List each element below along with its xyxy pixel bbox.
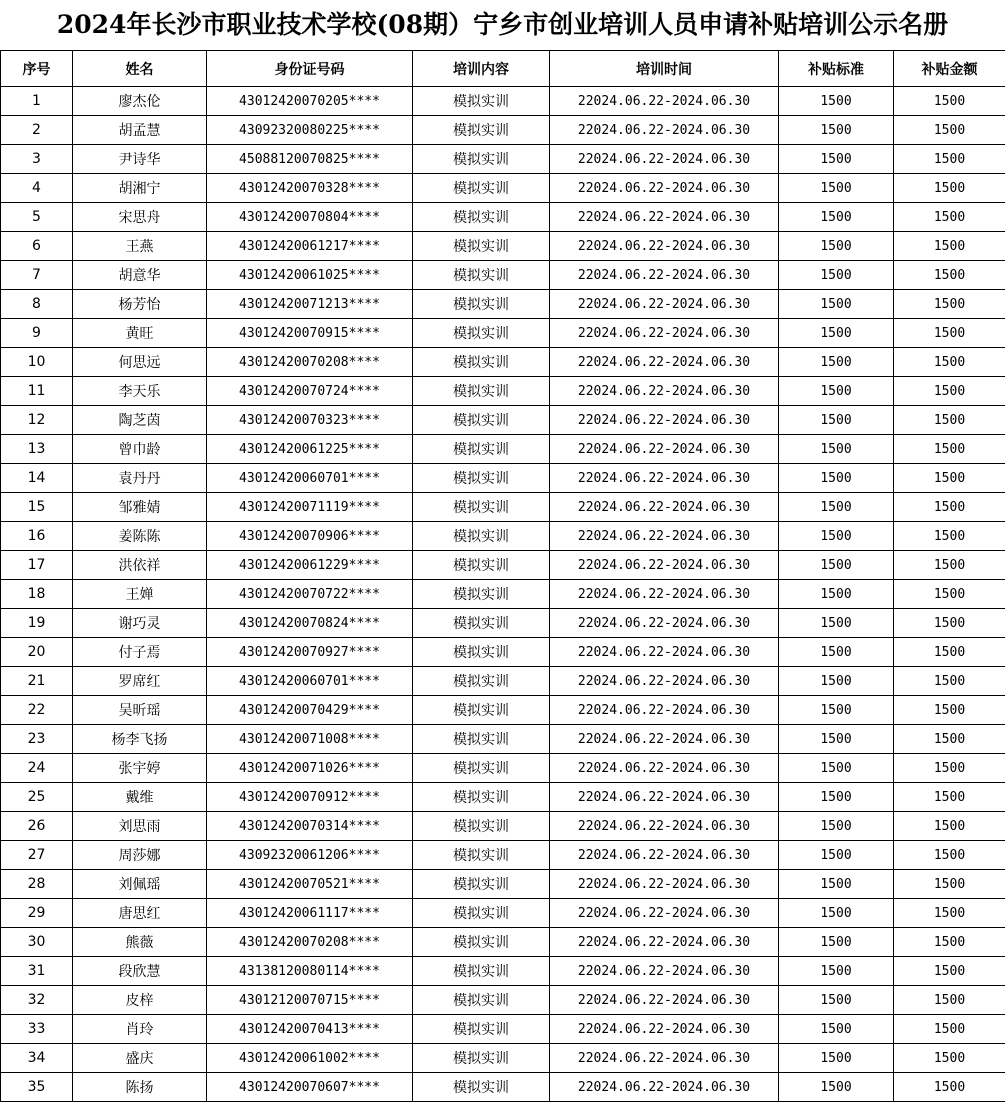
cell-subsidy-standard: 1500: [779, 754, 894, 783]
cell-id-number: 43012420071026****: [207, 754, 413, 783]
cell-training-time: 22024.06.22-2024.06.30: [550, 435, 779, 464]
cell-subsidy-standard: 1500: [779, 464, 894, 493]
cell-index: 31: [1, 957, 73, 986]
cell-id-number: 43012420060701****: [207, 464, 413, 493]
cell-index: 14: [1, 464, 73, 493]
cell-name: 周莎娜: [73, 841, 207, 870]
cell-subsidy-standard: 1500: [779, 319, 894, 348]
cell-training-time: 22024.06.22-2024.06.30: [550, 783, 779, 812]
cell-subsidy-standard: 1500: [779, 493, 894, 522]
cell-name: 陶芝茵: [73, 406, 207, 435]
cell-subsidy-standard: 1500: [779, 145, 894, 174]
cell-subsidy-standard: 1500: [779, 667, 894, 696]
cell-training-content: 模拟实训: [413, 464, 550, 493]
cell-subsidy-standard: 1500: [779, 899, 894, 928]
cell-index: 27: [1, 841, 73, 870]
table-row: [1, 406, 1005, 435]
cell-training-content: 模拟实训: [413, 174, 550, 203]
table-row: [1, 261, 1005, 290]
cell-training-content: 模拟实训: [413, 116, 550, 145]
cell-subsidy-amount: 1500: [894, 1015, 1005, 1044]
cell-name: 何思远: [73, 348, 207, 377]
cell-id-number: 43092320080225****: [207, 116, 413, 145]
cell-training-content: 模拟实训: [413, 261, 550, 290]
cell-subsidy-amount: 1500: [894, 986, 1005, 1015]
table-row: [1, 986, 1005, 1015]
cell-index: 15: [1, 493, 73, 522]
table-row: [1, 551, 1005, 580]
table-row: [1, 435, 1005, 464]
cell-index: 3: [1, 145, 73, 174]
cell-name: 廖杰伦: [73, 87, 207, 116]
cell-subsidy-amount: 1500: [894, 493, 1005, 522]
cell-index: 21: [1, 667, 73, 696]
cell-id-number: 43012420070323****: [207, 406, 413, 435]
cell-index: 29: [1, 899, 73, 928]
cell-training-content: 模拟实训: [413, 928, 550, 957]
table-row: [1, 116, 1005, 145]
cell-id-number: 43012420071008****: [207, 725, 413, 754]
table-row: [1, 696, 1005, 725]
cell-subsidy-amount: 1500: [894, 377, 1005, 406]
cell-training-content: 模拟实训: [413, 290, 550, 319]
cell-name: 刘思雨: [73, 812, 207, 841]
cell-subsidy-standard: 1500: [779, 812, 894, 841]
cell-training-content: 模拟实训: [413, 232, 550, 261]
table-row: [1, 783, 1005, 812]
cell-id-number: 43012420070314****: [207, 812, 413, 841]
cell-training-time: 22024.06.22-2024.06.30: [550, 812, 779, 841]
cell-subsidy-amount: 1500: [894, 464, 1005, 493]
cell-training-content: 模拟实训: [413, 522, 550, 551]
cell-subsidy-standard: 1500: [779, 261, 894, 290]
cell-subsidy-amount: 1500: [894, 174, 1005, 203]
cell-subsidy-standard: 1500: [779, 203, 894, 232]
table-row: [1, 1044, 1005, 1073]
cell-training-time: 22024.06.22-2024.06.30: [550, 203, 779, 232]
table-row: [1, 957, 1005, 986]
cell-subsidy-standard: 1500: [779, 1073, 894, 1102]
cell-subsidy-standard: 1500: [779, 232, 894, 261]
cell-training-time: 22024.06.22-2024.06.30: [550, 145, 779, 174]
cell-subsidy-standard: 1500: [779, 1044, 894, 1073]
cell-id-number: 43012420070912****: [207, 783, 413, 812]
cell-index: 20: [1, 638, 73, 667]
table-row: [1, 870, 1005, 899]
cell-training-time: 22024.06.22-2024.06.30: [550, 464, 779, 493]
cell-id-number: 43012420070824****: [207, 609, 413, 638]
cell-subsidy-amount: 1500: [894, 609, 1005, 638]
table-row: [1, 725, 1005, 754]
cell-subsidy-standard: 1500: [779, 290, 894, 319]
cell-training-time: 22024.06.22-2024.06.30: [550, 580, 779, 609]
cell-id-number: 43012420061025****: [207, 261, 413, 290]
cell-name: 黄旺: [73, 319, 207, 348]
cell-training-content: 模拟实训: [413, 986, 550, 1015]
cell-index: 19: [1, 609, 73, 638]
cell-subsidy-amount: 1500: [894, 870, 1005, 899]
cell-subsidy-standard: 1500: [779, 116, 894, 145]
cell-subsidy-standard: 1500: [779, 377, 894, 406]
cell-subsidy-amount: 1500: [894, 116, 1005, 145]
table-row: [1, 1073, 1005, 1102]
cell-index: 25: [1, 783, 73, 812]
cell-name: 刘佩瑶: [73, 870, 207, 899]
cell-name: 肖玲: [73, 1015, 207, 1044]
table-row: [1, 1015, 1005, 1044]
cell-training-time: 22024.06.22-2024.06.30: [550, 377, 779, 406]
header-training-content: 培训内容: [413, 51, 550, 87]
cell-training-time: 22024.06.22-2024.06.30: [550, 1073, 779, 1102]
cell-id-number: 43012420070607****: [207, 1073, 413, 1102]
cell-training-content: 模拟实训: [413, 377, 550, 406]
cell-training-content: 模拟实训: [413, 667, 550, 696]
cell-index: 2: [1, 116, 73, 145]
cell-training-content: 模拟实训: [413, 319, 550, 348]
cell-training-time: 22024.06.22-2024.06.30: [550, 87, 779, 116]
cell-training-content: 模拟实训: [413, 812, 550, 841]
cell-name: 段欣慧: [73, 957, 207, 986]
cell-subsidy-amount: 1500: [894, 551, 1005, 580]
cell-id-number: 43012420070804****: [207, 203, 413, 232]
cell-subsidy-standard: 1500: [779, 1015, 894, 1044]
cell-training-time: 22024.06.22-2024.06.30: [550, 406, 779, 435]
cell-id-number: 43012420070915****: [207, 319, 413, 348]
cell-training-time: 22024.06.22-2024.06.30: [550, 667, 779, 696]
cell-index: 35: [1, 1073, 73, 1102]
cell-id-number: 45088120070825****: [207, 145, 413, 174]
cell-subsidy-standard: 1500: [779, 87, 894, 116]
page-title: 2024年长沙市职业技术学校(08期）宁乡市创业培训人员申请补贴培训公示名册: [0, 0, 1005, 50]
cell-training-content: 模拟实训: [413, 696, 550, 725]
cell-training-time: 22024.06.22-2024.06.30: [550, 1044, 779, 1073]
cell-id-number: 43092320061206****: [207, 841, 413, 870]
cell-training-time: 22024.06.22-2024.06.30: [550, 522, 779, 551]
cell-index: 11: [1, 377, 73, 406]
cell-subsidy-amount: 1500: [894, 1044, 1005, 1073]
cell-training-time: 22024.06.22-2024.06.30: [550, 754, 779, 783]
cell-name: 杨李飞扬: [73, 725, 207, 754]
cell-index: 17: [1, 551, 73, 580]
table-row: [1, 290, 1005, 319]
table-header-row: [1, 51, 1005, 87]
cell-subsidy-amount: 1500: [894, 522, 1005, 551]
cell-subsidy-amount: 1500: [894, 899, 1005, 928]
cell-subsidy-amount: 1500: [894, 290, 1005, 319]
cell-id-number: 43012420070927****: [207, 638, 413, 667]
header-name: 姓名: [73, 51, 207, 87]
cell-id-number: 43012420071119****: [207, 493, 413, 522]
table-row: [1, 493, 1005, 522]
cell-id-number: 43012420070429****: [207, 696, 413, 725]
cell-training-time: 22024.06.22-2024.06.30: [550, 319, 779, 348]
cell-subsidy-standard: 1500: [779, 957, 894, 986]
table-row: [1, 841, 1005, 870]
cell-id-number: 43012420070328****: [207, 174, 413, 203]
cell-training-content: 模拟实训: [413, 754, 550, 783]
cell-training-time: 22024.06.22-2024.06.30: [550, 174, 779, 203]
table-row: [1, 348, 1005, 377]
cell-name: 胡孟慧: [73, 116, 207, 145]
cell-name: 罗席红: [73, 667, 207, 696]
table-row: [1, 174, 1005, 203]
cell-subsidy-amount: 1500: [894, 638, 1005, 667]
cell-index: 1: [1, 87, 73, 116]
cell-index: 34: [1, 1044, 73, 1073]
cell-subsidy-amount: 1500: [894, 754, 1005, 783]
cell-subsidy-standard: 1500: [779, 580, 894, 609]
cell-index: 16: [1, 522, 73, 551]
cell-subsidy-standard: 1500: [779, 435, 894, 464]
table-row: [1, 464, 1005, 493]
cell-training-time: 22024.06.22-2024.06.30: [550, 551, 779, 580]
cell-name: 邹雅婧: [73, 493, 207, 522]
table-row: [1, 580, 1005, 609]
table-row: [1, 609, 1005, 638]
cell-name: 袁丹丹: [73, 464, 207, 493]
cell-training-time: 22024.06.22-2024.06.30: [550, 232, 779, 261]
cell-id-number: 43012420070906****: [207, 522, 413, 551]
cell-subsidy-amount: 1500: [894, 232, 1005, 261]
cell-training-content: 模拟实训: [413, 841, 550, 870]
header-training-time: 培训时间: [550, 51, 779, 87]
table-row: [1, 638, 1005, 667]
cell-subsidy-amount: 1500: [894, 812, 1005, 841]
table-row: [1, 377, 1005, 406]
cell-training-time: 22024.06.22-2024.06.30: [550, 725, 779, 754]
cell-index: 23: [1, 725, 73, 754]
cell-index: 5: [1, 203, 73, 232]
cell-subsidy-amount: 1500: [894, 406, 1005, 435]
cell-training-time: 22024.06.22-2024.06.30: [550, 261, 779, 290]
cell-name: 盛庆: [73, 1044, 207, 1073]
cell-training-content: 模拟实训: [413, 435, 550, 464]
cell-subsidy-amount: 1500: [894, 348, 1005, 377]
cell-subsidy-amount: 1500: [894, 667, 1005, 696]
cell-subsidy-standard: 1500: [779, 522, 894, 551]
table-row: [1, 522, 1005, 551]
cell-name: 杨芳怡: [73, 290, 207, 319]
cell-index: 12: [1, 406, 73, 435]
cell-subsidy-amount: 1500: [894, 957, 1005, 986]
cell-name: 谢巧灵: [73, 609, 207, 638]
table-row: [1, 899, 1005, 928]
cell-subsidy-amount: 1500: [894, 319, 1005, 348]
table-row: [1, 319, 1005, 348]
cell-id-number: 43012420070521****: [207, 870, 413, 899]
cell-training-content: 模拟实训: [413, 783, 550, 812]
cell-id-number: 43012420061002****: [207, 1044, 413, 1073]
cell-subsidy-standard: 1500: [779, 174, 894, 203]
cell-index: 33: [1, 1015, 73, 1044]
cell-training-time: 22024.06.22-2024.06.30: [550, 899, 779, 928]
cell-training-time: 22024.06.22-2024.06.30: [550, 116, 779, 145]
header-index: 序号: [1, 51, 73, 87]
cell-index: 28: [1, 870, 73, 899]
cell-subsidy-amount: 1500: [894, 725, 1005, 754]
cell-index: 10: [1, 348, 73, 377]
cell-index: 4: [1, 174, 73, 203]
cell-training-content: 模拟实训: [413, 899, 550, 928]
cell-subsidy-standard: 1500: [779, 841, 894, 870]
cell-index: 26: [1, 812, 73, 841]
cell-index: 8: [1, 290, 73, 319]
cell-training-content: 模拟实训: [413, 87, 550, 116]
cell-training-content: 模拟实训: [413, 957, 550, 986]
cell-id-number: 43012420060701****: [207, 667, 413, 696]
cell-subsidy-amount: 1500: [894, 696, 1005, 725]
cell-id-number: 43012420061117****: [207, 899, 413, 928]
cell-training-time: 22024.06.22-2024.06.30: [550, 290, 779, 319]
cell-id-number: 43012420070722****: [207, 580, 413, 609]
header-id-number: 身份证号码: [207, 51, 413, 87]
cell-name: 李天乐: [73, 377, 207, 406]
cell-training-content: 模拟实训: [413, 493, 550, 522]
cell-index: 6: [1, 232, 73, 261]
cell-id-number: 43012420061225****: [207, 435, 413, 464]
cell-training-content: 模拟实训: [413, 638, 550, 667]
cell-id-number: 43012120070715****: [207, 986, 413, 1015]
cell-training-time: 22024.06.22-2024.06.30: [550, 638, 779, 667]
cell-name: 张宇婷: [73, 754, 207, 783]
cell-training-time: 22024.06.22-2024.06.30: [550, 986, 779, 1015]
cell-subsidy-standard: 1500: [779, 870, 894, 899]
cell-name: 曾巾龄: [73, 435, 207, 464]
cell-subsidy-amount: 1500: [894, 435, 1005, 464]
cell-subsidy-standard: 1500: [779, 725, 894, 754]
cell-training-time: 22024.06.22-2024.06.30: [550, 928, 779, 957]
cell-subsidy-standard: 1500: [779, 928, 894, 957]
cell-subsidy-amount: 1500: [894, 87, 1005, 116]
cell-subsidy-standard: 1500: [779, 609, 894, 638]
cell-id-number: 43012420070205****: [207, 87, 413, 116]
cell-name: 胡湘宁: [73, 174, 207, 203]
cell-subsidy-amount: 1500: [894, 261, 1005, 290]
cell-subsidy-amount: 1500: [894, 145, 1005, 174]
cell-name: 尹诗华: [73, 145, 207, 174]
cell-training-time: 22024.06.22-2024.06.30: [550, 841, 779, 870]
cell-subsidy-amount: 1500: [894, 841, 1005, 870]
cell-id-number: 43012420070208****: [207, 348, 413, 377]
roster-table: [0, 50, 1005, 1102]
cell-subsidy-standard: 1500: [779, 986, 894, 1015]
cell-name: 戴维: [73, 783, 207, 812]
cell-training-content: 模拟实训: [413, 348, 550, 377]
table-row: [1, 812, 1005, 841]
table-row: [1, 754, 1005, 783]
cell-training-content: 模拟实训: [413, 1015, 550, 1044]
table-row: [1, 203, 1005, 232]
cell-training-content: 模拟实训: [413, 725, 550, 754]
cell-subsidy-standard: 1500: [779, 696, 894, 725]
cell-training-time: 22024.06.22-2024.06.30: [550, 609, 779, 638]
cell-name: 姜陈陈: [73, 522, 207, 551]
cell-training-time: 22024.06.22-2024.06.30: [550, 870, 779, 899]
cell-training-content: 模拟实训: [413, 203, 550, 232]
cell-training-content: 模拟实训: [413, 609, 550, 638]
cell-id-number: 43012420071213****: [207, 290, 413, 319]
table-row: [1, 145, 1005, 174]
cell-subsidy-amount: 1500: [894, 580, 1005, 609]
cell-subsidy-amount: 1500: [894, 1073, 1005, 1102]
cell-training-content: 模拟实训: [413, 1073, 550, 1102]
cell-subsidy-amount: 1500: [894, 783, 1005, 812]
cell-training-content: 模拟实训: [413, 1044, 550, 1073]
cell-name: 皮梓: [73, 986, 207, 1015]
table-row: [1, 928, 1005, 957]
cell-training-content: 模拟实训: [413, 580, 550, 609]
cell-id-number: 43012420070724****: [207, 377, 413, 406]
cell-training-content: 模拟实训: [413, 870, 550, 899]
cell-subsidy-standard: 1500: [779, 348, 894, 377]
cell-training-time: 22024.06.22-2024.06.30: [550, 348, 779, 377]
cell-id-number: 43138120080114****: [207, 957, 413, 986]
cell-subsidy-standard: 1500: [779, 783, 894, 812]
cell-id-number: 43012420070413****: [207, 1015, 413, 1044]
cell-subsidy-standard: 1500: [779, 638, 894, 667]
cell-name: 陈扬: [73, 1073, 207, 1102]
table-row: [1, 667, 1005, 696]
cell-name: 宋思舟: [73, 203, 207, 232]
cell-name: 胡意华: [73, 261, 207, 290]
cell-name: 唐思红: [73, 899, 207, 928]
cell-name: 吴昕瑶: [73, 696, 207, 725]
cell-subsidy-standard: 1500: [779, 551, 894, 580]
table-row: [1, 87, 1005, 116]
cell-index: 32: [1, 986, 73, 1015]
cell-index: 30: [1, 928, 73, 957]
cell-subsidy-standard: 1500: [779, 406, 894, 435]
cell-training-time: 22024.06.22-2024.06.30: [550, 493, 779, 522]
cell-id-number: 43012420070208****: [207, 928, 413, 957]
cell-index: 13: [1, 435, 73, 464]
cell-name: 熊薇: [73, 928, 207, 957]
cell-name: 付子焉: [73, 638, 207, 667]
table-row: [1, 232, 1005, 261]
header-subsidy-amount: 补贴金额: [894, 51, 1005, 87]
cell-index: 24: [1, 754, 73, 783]
cell-index: 22: [1, 696, 73, 725]
cell-training-content: 模拟实训: [413, 406, 550, 435]
cell-index: 9: [1, 319, 73, 348]
cell-training-time: 22024.06.22-2024.06.30: [550, 1015, 779, 1044]
cell-index: 7: [1, 261, 73, 290]
cell-name: 王燕: [73, 232, 207, 261]
cell-index: 18: [1, 580, 73, 609]
cell-training-content: 模拟实训: [413, 145, 550, 174]
cell-id-number: 43012420061229****: [207, 551, 413, 580]
cell-training-time: 22024.06.22-2024.06.30: [550, 696, 779, 725]
cell-training-content: 模拟实训: [413, 551, 550, 580]
cell-subsidy-amount: 1500: [894, 203, 1005, 232]
cell-name: 洪依祥: [73, 551, 207, 580]
cell-training-time: 22024.06.22-2024.06.30: [550, 957, 779, 986]
cell-subsidy-amount: 1500: [894, 928, 1005, 957]
cell-name: 王婵: [73, 580, 207, 609]
header-subsidy-standard: 补贴标准: [779, 51, 894, 87]
cell-id-number: 43012420061217****: [207, 232, 413, 261]
